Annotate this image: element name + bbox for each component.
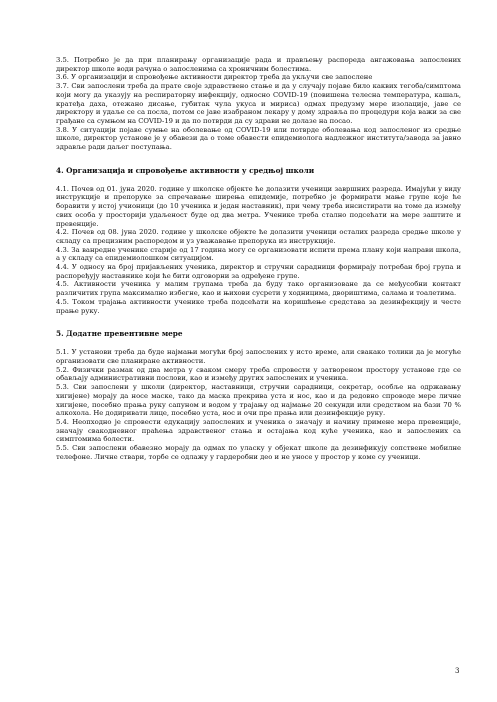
paragraph-3-7: 3.7. Сви запослени треба да прате своје здравствено стање и да у случају појаве било каквих тегоба/симптома који могу да указују на респираторну инфекцију, односно COVID-19 (повишена телесна температура, кашаљ, кратеђа даха, отежано дисање, губитак чула укуса и мириса) одмах предузму мере изолације, јаве се директору и удаље се са посла, потом се јаве изабраном лекару у дому здравља по процедури која важи за све грађане са сумњом на COVID-19 и да по потврди да су здрави не долазе на посао. [56,82,461,125]
paragraph-4-4: 4.4. У односу на број пријављених ученика, директор и стручни сарадници формирају потребан број група и распоређују наставнике који ће бити одговорни за одређене групе. [56,263,461,280]
paragraph-5-5: 5.5. Сви запослени обавезно морају да одмах по уласку у објекат школе да дезинфикују сопствене мобилне телефоне. Личне ствари, торбе се одлажу у гардеробни део и не уносе у простор у коме су ученици. [56,444,461,461]
page-number: 3 [455,667,460,675]
paragraph-3-6: 3.6. У организацији и спровођење активности директор треба да укључи све запослене [56,73,373,82]
paragraph-3-5: 3.5. Потребно је да при планирању организације рада и прављењу распореда ангажовања запослених директор школе води рачуна о запосленима са хроничним болестима. [56,56,461,73]
paragraph-3-8: 3.8. У ситуацији појаве сумње на оболевање од COVID-19 или потврде оболевања код запосленог из средње школе, директор установе је у обавези да о томе обавести епидемиолога надлежног института/завода за јавно здравље ради даљег поступања. [56,125,461,152]
section-5-heading: 5. Додатне превентивне мере [56,329,183,339]
paragraph-5-1: 5.1. У установи треба да буде најмањи могући број запослених у исто време, али свакако толики да је могуће организовати све планиране активности. [56,348,461,365]
paragraph-4-5a: 4.5. Активности ученика у малим групама треба да буду тако организоване да се међусобни контакт различитих група максимално избегне, као и њихови сусрети у ходницима, двориштима, салама и тоалетима. [56,280,461,298]
paragraph-4-5b: 4.5. Током трајања активности ученике треба подсећати на коришћење средстава за дезинфекцију и честе прање руку. [56,297,461,315]
paragraph-5-3: 5.3. Сви запослени у школи (директор, наставници, стручни сарадници, секретар, особље на одржавању хигијене) морају да носе маске, тако да маска прекрива уста и нос, као и да редовно спроводе мере личне хигијене, посебно прања руку сапуном и водом у трајању од најмање 20 секунди или средством на бази 70 % алкохола. Не додиривати лице, посебно уста, нос и очи пре прања или дезинфекције руку. [56,383,461,418]
section-4-heading: 4. Организација и спровођење активности у средњој школи [56,165,315,175]
paragraph-5-4: 5.4. Неопходно је спровести едукацију запослених и ученика о значају и начину примене мера превенције, значају свакодневног праћења здравственог стања и остајања код куће ученика, као и запослених са симптомима болести. [56,417,461,444]
paragraph-4-2: 4.2. Почев од 08. јуна 2020. године у школске објекте ће долазити ученици осталих разреда средње школе у складу са прецизним распоредом и уз уважавање препорука из инструкције. [56,228,461,245]
paragraph-5-2: 5.2. Физички размак од два метра у сваком смеру треба спровести у затвореном простору установе где се обављају административни послови, као и између других запослених и ученика. [56,365,461,383]
document-page [56,56,461,461]
paragraph-4-1: 4.1. Почев од 01. јуна 2020. године у школске објекте ће долазити ученици завршних разреда. Имајући у виду инструкције и препоруке за спречавање ширења епидемије, потребно је формирати мање групе које ће боравити у истој учионици (до 10 ученика и један наставник), при чему треба инсистирати на томе да између свих особа у просторији удаљеност буде од два метра. Ученике треба стално подсећати на мере заштите и превенције. [56,184,461,228]
paragraph-4-3: 4.3. За ванредне ученике старије од 17 година могу се организовати испити према плану који направи школа, а у складу са епидемиолошком ситуацијом. [56,245,461,263]
